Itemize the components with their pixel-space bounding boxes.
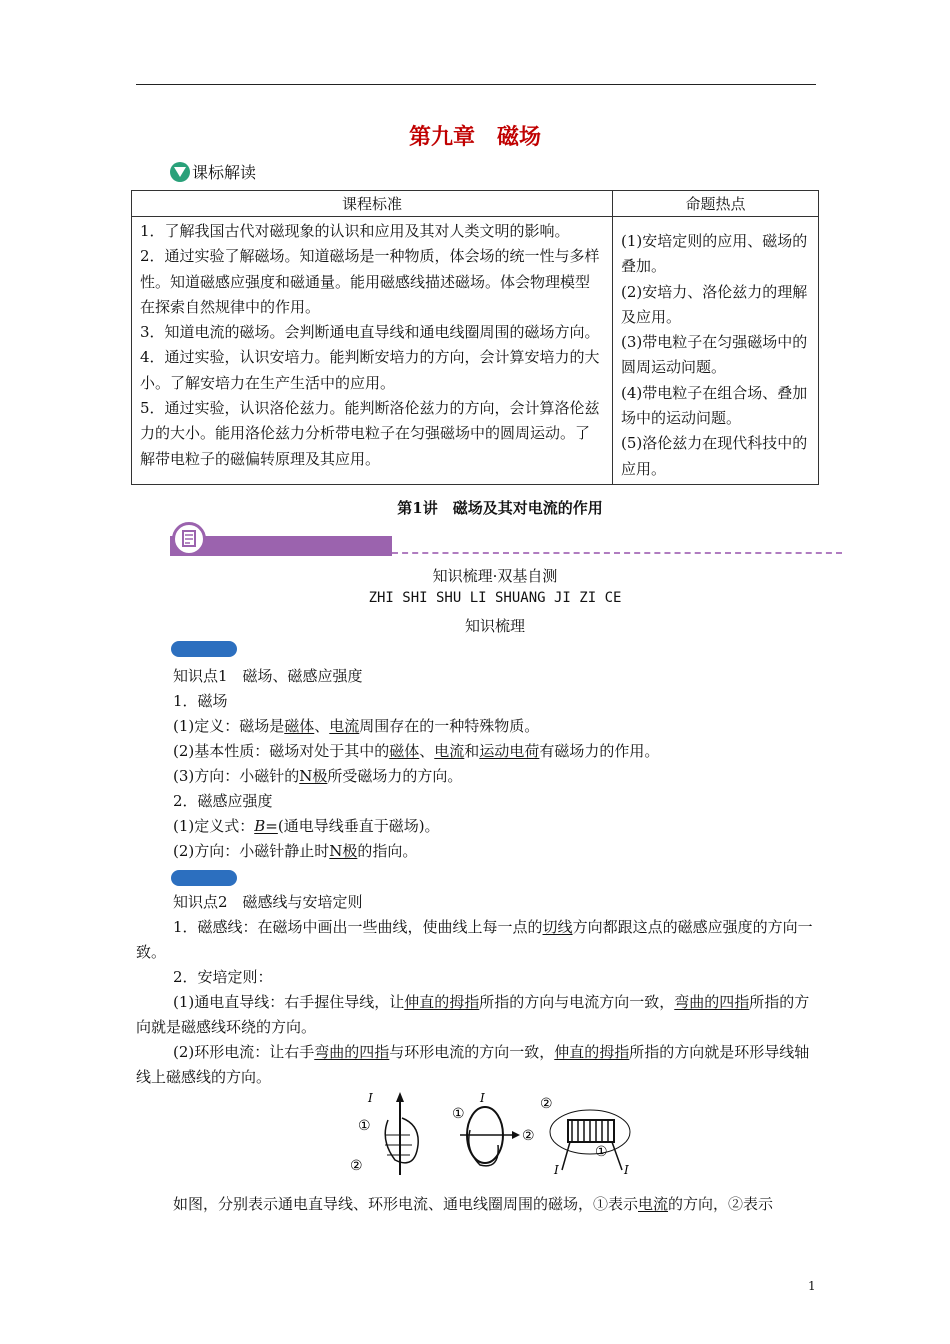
col2-header: 命题热点 [613,191,819,217]
standard-item: 2．通过实验了解磁场。知道磁场是一种物质，体会场的统一性与多样性。知道磁感应强度和磁通量。能用磁感线描述磁场。体会物理模型在探索自然规律中的作用。 [140,247,600,316]
standards-table [131,190,819,485]
hotspots-cell [613,217,819,485]
kp1-pill [171,641,237,657]
ampere-rule-figure [340,1090,640,1180]
chapter-title: 第九章 磁场 [408,125,541,150]
down-triangle-icon [170,162,190,182]
kp1-definition: (1)定义：磁场是磁体、电流周围存在的一种特殊物质。 [173,717,540,735]
section-label: 课标解读 [192,163,257,182]
kp1-direction: (3)方向：小磁针的N极所受磁场力的方向。 [173,767,463,785]
svg-text:I: I [554,1163,559,1177]
standard-item: 5．通过实验，认识洛伦兹力。能判断洛伦兹力的方向，会计算洛伦兹力的大小。能用洛伦兹力分析带电粒子在匀强磁场中的圆周运动。了解带电粒子的磁偏转原理及其应用。 [140,399,600,468]
col1-header: 课程标准 [132,191,613,217]
svg-text:②: ② [350,1158,363,1174]
kp1-property: (2)基本性质：磁场对处于其中的磁体、电流和运动电荷有磁场力的作用。 [173,742,660,760]
lesson-title: 第1讲 磁场及其对电流的作用 [397,499,603,517]
hotspot-item: (1)安培定则的应用、磁场的叠加。 [621,232,808,276]
svg-text:①: ① [358,1118,371,1134]
standard-item: 3．知道电流的磁场。会判断通电直导线和通电线圈周围的磁场方向。 [140,323,600,342]
standards-cell [132,217,613,485]
svg-text:①: ① [452,1106,465,1122]
svg-text:I: I [480,1091,485,1105]
kp2-block [136,890,816,1090]
svg-text:I: I [624,1163,629,1177]
svg-text:②: ② [522,1128,535,1144]
kp2-paragraph-1: 1．磁感线：在磁场中画出一些曲线，使曲线上每一点的切线方向都跟这点的磁感应强度的方向一致。 [136,918,813,961]
kp2-pill [171,870,237,886]
hotspot-item: (5)洛伦兹力在现代科技中的应用。 [621,434,808,478]
kp2-heading-2: 2．安培定则： [173,968,273,986]
svg-text:①: ① [595,1144,608,1160]
solenoid-diagram [540,1096,630,1177]
hotspot-item: (2)安培力、洛伦兹力的理解及应用。 [621,282,808,326]
ring-current-diagram [452,1091,535,1166]
hotspot-item: (3)带电粒子在匀强磁场中的圆周运动问题。 [621,333,808,377]
kp1-direction-2: (2)方向：小磁针静止时N极的指向。 [173,842,418,860]
banner-line3: 知识梳理 [464,617,525,635]
section-header [170,160,256,183]
kp2-paragraph-3: (2)环形电流：让右手弯曲的四指与环形电流的方向一致，伸直的拇指所指的方向就是环形导线轴线上磁感线的方向。 [136,1043,810,1086]
straight-wire-diagram [350,1091,418,1175]
kp2-paragraph-2: (1)通电直导线：右手握住导线，让伸直的拇指所指的方向与电流方向一致，弯曲的四指所指的方向就是磁感线环绕的方向。 [136,993,810,1036]
kp1-heading-2: 2．磁感应强度 [173,792,273,810]
kp2-paragraph-4: 如图，分别表示通电直导线、环形电流、通电线圈周围的磁场，①表示电流的方向，②表示 [173,1195,774,1213]
kp1-formula: (1)定义式：B=(通电导线垂直于磁场)。 [173,817,440,835]
banner-line1: 知识梳理·双基自测 [432,567,558,585]
svg-text:I: I [368,1091,373,1105]
banner-dashed-line [392,552,842,554]
kp1-block [136,664,853,864]
kp2-title: 知识点2 磁感线与安培定则 [173,893,363,911]
banner-line2: ZHI SHI SHU LI SHUANG JI ZI CE [368,590,622,606]
standard-item: 4．通过实验，认识安培力。能判断安培力的方向，会计算安培力的大小。了解安培力在生产生活中的应用。 [140,348,600,392]
header-rule [136,84,816,85]
svg-text:②: ② [540,1096,553,1112]
hotspot-item: (4)带电粒子在组合场、叠加场中的运动问题。 [621,383,808,428]
standard-item: 1．了解我国古代对磁现象的认识和应用及其对人类文明的影响。 [140,222,570,240]
page-number: 1 [808,1279,816,1293]
notebook-icon [172,522,206,556]
kp1-title: 知识点1 磁场、磁感应强度 [173,667,363,685]
kp1-heading-1: 1．磁场 [173,692,228,710]
